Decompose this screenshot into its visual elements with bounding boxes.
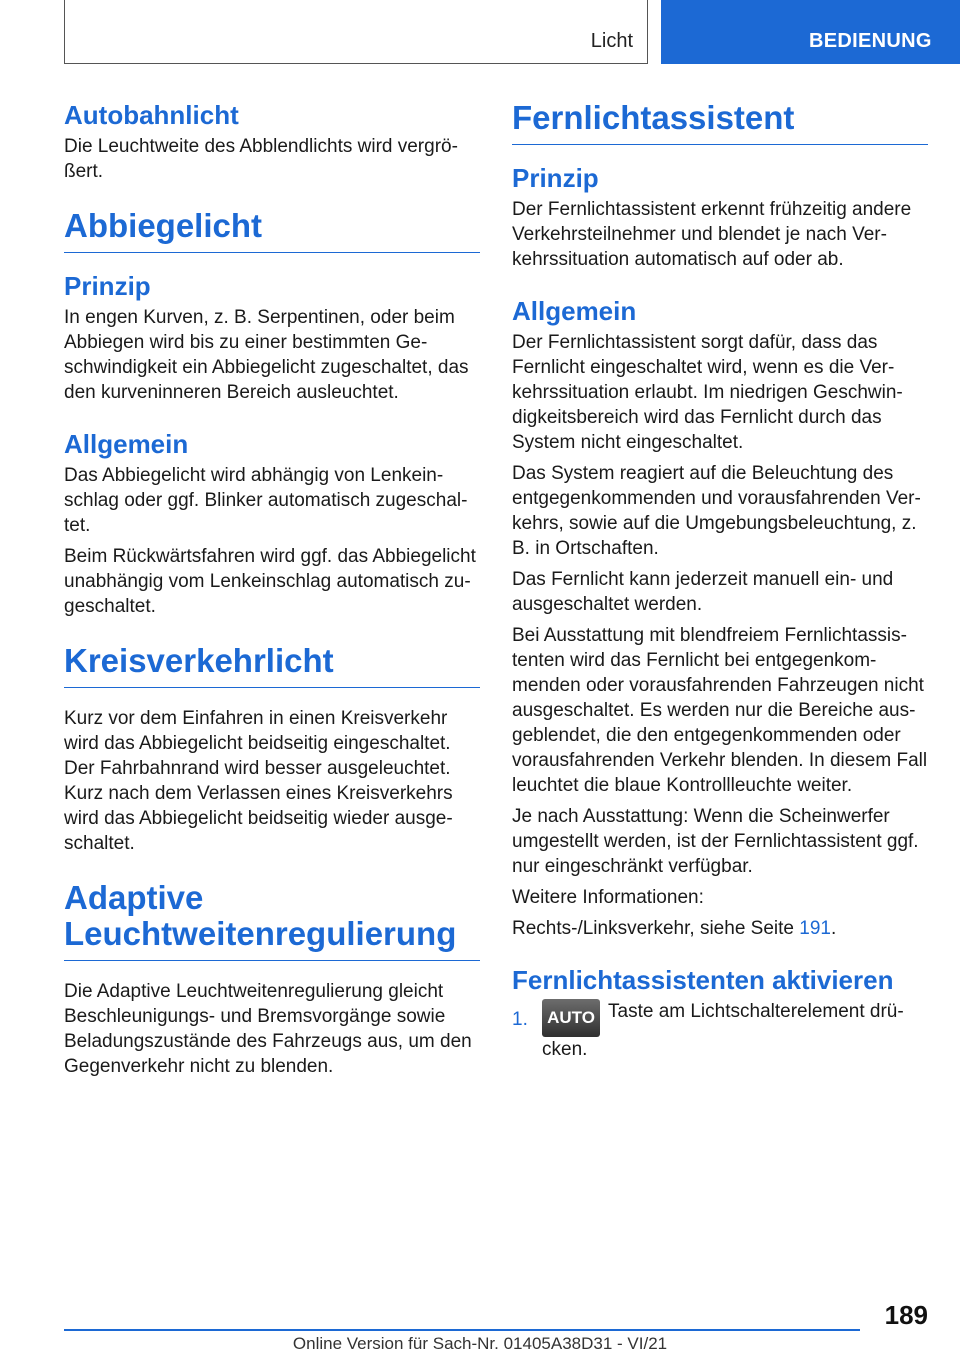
abbiegelicht-allgemein-text-1: Das Abbiegelicht wird abhängig von Lenkeinschlag oder ggf. Blinker automatisch zugeschaltet. [64, 465, 468, 536]
fern-allgemein-text-1: Der Fernlichtassistent sorgt dafür, dass das Fernlicht eingeschaltet wird, wenn es die Verkehrssituation erlaubt. Im niedrigen Geschwindigkeitsbereich wird das Fernlicht durch das System nicht eingeschaltet. [512, 332, 903, 453]
fern-allgemein-text-4: Bei Ausstattung mit blendfreiem Fernlichtassistenten wird das Fernlicht bei entgegenkommenden oder vorausfahrenden Fahrzeugen nicht ausgeschaltet. Es werden nur die Bereiche ausgeblendet, die den entgegenkommenden oder vorausfahrenden Verkehr blenden. In diesem Fall leuchtet die blaue Kontrollleuchte weiter. [512, 625, 928, 796]
footer-divider [64, 1329, 860, 1331]
autobahnlicht-text: Die Leuchtweite des Abblendlichts wird vergrößert. [64, 136, 458, 182]
footer-online-version: Online Version für Sach-Nr. 01405A38D31 - VI/21 [292, 1334, 668, 1353]
page-number: 189 [884, 1300, 928, 1330]
fern-prinzip-text: Der Fernlichtassistent erkennt frühzeitig andere Verkehrsteilnehmer und blendet je nach Verkehrssituation automatisch auf oder ab. [512, 199, 912, 270]
reference-line [512, 916, 928, 941]
step-1 [512, 999, 928, 1062]
header-box [64, 0, 648, 64]
fern-allgemein-text-2: Das System reagiert auf die Beleuchtung des entgegenkommenden und vorausfahrenden Verkehrs, sowie auf die Umgebungsbeleuchtung, z. B. in Ortschaften. [512, 463, 921, 559]
abbiegelicht-allgemein-heading: Allgemein [64, 429, 189, 459]
reference-text: Rechts-/Linksverkehr, siehe Seite [512, 918, 800, 939]
abbiegelicht-allgemein-text-2: Beim Rückwärtsfahren wird ggf. das Abbiegelicht unabhängig vom Lenkeinschlag automatisch zugeschaltet. [64, 546, 476, 617]
fern-allgemein-text-3: Das Fernlicht kann jederzeit manuell ein- und ausgeschaltet werden. [512, 569, 894, 615]
fernlichtassistent-heading: Fernlichtassistent [512, 100, 928, 145]
activate-heading: Fernlichtassistenten aktivieren [512, 965, 894, 995]
fern-prinzip-heading: Prinzip [512, 163, 599, 193]
kreisverkehrlicht-text: Kurz vor dem Einfahren in einen Kreisverkehr wird das Abbiegelicht beidseitig eingeschaltet. Der Fahrbahnrand wird besser ausgeleuchtet. Kurz nach dem Verlassen eines Kreisverkehrs wird das Abbiegelicht beidseitig wieder ausgeschaltet. [64, 708, 453, 854]
fern-allgemein-text-5: Je nach Ausstattung: Wenn die Scheinwerfer umgestellt werden, ist der Fernlichtassistent ggf. nur eingeschränkt verfügbar. [512, 806, 919, 877]
adaptive-heading: Adaptive Leuchtweitenregulierung [64, 880, 480, 961]
left-column [64, 100, 480, 1085]
abbiegelicht-prinzip-text: In engen Kurven, z. B. Serpentinen, oder beim Abbiegen wird bis zu einer bestimmten Geschwindigkeit ein Abbiegelicht zugeschaltet, das den kurveninneren Bereich ausleuchtet. [64, 307, 469, 403]
section-label: BEDIENUNG [661, 0, 960, 64]
info-label: Weitere Informationen: [512, 887, 704, 908]
page-reference-link[interactable]: 191 [799, 918, 831, 939]
kreisverkehrlicht-heading: Kreisverkehrlicht [64, 643, 480, 688]
step-text: Taste am Lichtschalterelement drücken. [542, 1001, 904, 1060]
step-number: 1. [512, 1009, 528, 1030]
fern-allgemein-heading: Allgemein [512, 296, 637, 326]
right-column [512, 100, 928, 1062]
step-body [542, 999, 928, 1062]
abbiegelicht-prinzip-heading: Prinzip [64, 271, 151, 301]
auto-button-icon: AUTO [542, 999, 600, 1037]
abbiegelicht-heading: Abbiegelicht [64, 208, 480, 253]
adaptive-text: Die Adaptive Leuchtweitenregulierung gleicht Beschleunigungs- und Bremsvorgänge sowie Beladungszustände des Fahrzeugs aus, um den Gegenverkehr nicht zu blenden. [64, 981, 472, 1077]
reference-end: . [830, 918, 837, 939]
chapter-label: Licht [590, 30, 633, 52]
autobahnlicht-heading: Autobahnlicht [64, 100, 239, 130]
